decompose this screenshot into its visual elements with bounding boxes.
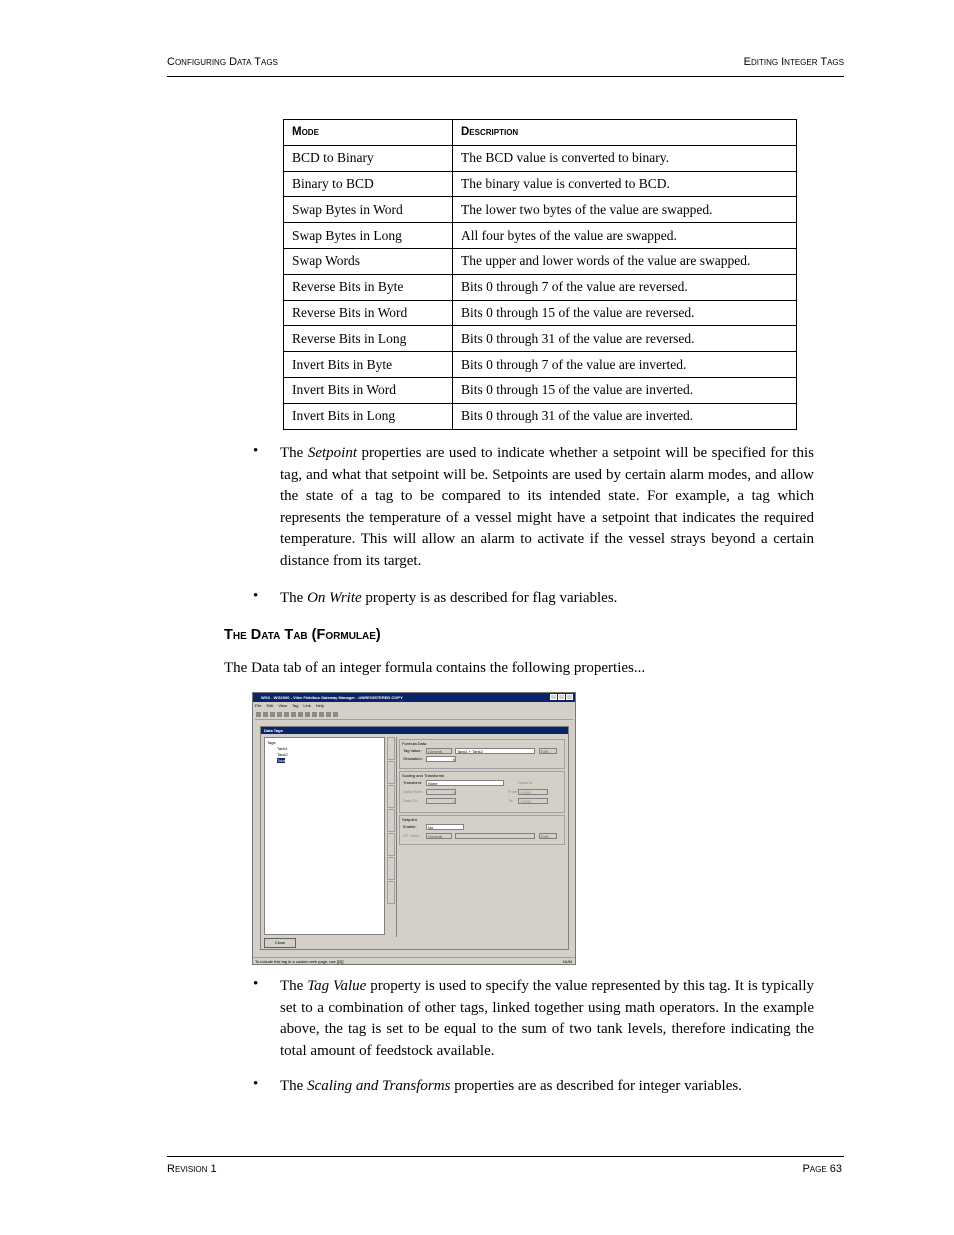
window-title-bar [253, 693, 575, 702]
scale-from-input[interactable]: +0000 [518, 789, 548, 795]
data-tags-dialog [260, 726, 569, 950]
delete-icon[interactable] [298, 712, 303, 717]
footer-left: Revision 1 [167, 1163, 217, 1175]
menu-bar [255, 703, 324, 709]
menu-help[interactable]: Help [315, 703, 324, 708]
mode-cell: Invert Bits in Long [284, 403, 453, 429]
description-cell: The binary value is converted to BCD. [453, 171, 797, 197]
edit-button[interactable]: Edit... [539, 748, 557, 754]
tree-item[interactable]: Tank2 [277, 752, 288, 757]
mode-cell: Invert Bits in Byte [284, 352, 453, 378]
new-icon[interactable] [256, 712, 261, 717]
bullet-icon: • [253, 1076, 259, 1092]
data-to-input[interactable]: 0 [426, 798, 456, 804]
scaling-paragraph: The Scaling and Transforms properties are as described for integer variables. [280, 1078, 742, 1094]
section-intro: The Data tab of an integer formula contains the following properties... [224, 660, 646, 676]
description-cell: Bits 0 through 31 of the value are reversed. [453, 326, 797, 352]
on-write-term: On Write [307, 590, 362, 606]
link-icon[interactable] [326, 712, 331, 717]
tag-value-term: Tag Value [307, 978, 367, 994]
copy-icon[interactable] [284, 712, 289, 717]
table-row [284, 145, 797, 171]
header-left: Configuring Data Tags [167, 56, 278, 68]
group-label: Setpoint [402, 817, 417, 822]
from-label: From: [508, 789, 519, 794]
menu-tag[interactable]: Tag [291, 703, 299, 708]
tree-root[interactable]: Tags [267, 740, 276, 745]
setpoint-group [399, 815, 565, 845]
table-row [284, 223, 797, 249]
description-cell: Bits 0 through 15 of the value are inverted. [453, 377, 797, 403]
minimize-icon[interactable] [550, 694, 557, 700]
simulation-label: Simulation: [403, 756, 423, 761]
tab-triggers[interactable] [387, 857, 395, 880]
mode-cell: Binary to BCD [284, 171, 453, 197]
tree-item[interactable]: Tank1 [277, 746, 288, 751]
bullet-icon: • [253, 443, 259, 459]
on-write-paragraph: The On Write property is as described for flag variables. [280, 590, 618, 606]
enable-select[interactable]: No [426, 824, 464, 830]
footer-rule [167, 1156, 844, 1157]
menu-view[interactable]: View [278, 703, 287, 708]
transform-label: Transform: [403, 780, 423, 785]
enable-label: Enable: [403, 824, 417, 829]
maximize-icon[interactable] [558, 694, 565, 700]
mode-cell: Reverse Bits in Byte [284, 274, 453, 300]
table-row [284, 326, 797, 352]
data-from-input[interactable]: 0 [426, 789, 456, 795]
table-row [284, 248, 797, 274]
sp-value-input[interactable] [455, 833, 535, 839]
undo-icon[interactable] [305, 712, 310, 717]
tag-value-input[interactable]: Tank1 + Tank2 [455, 748, 535, 754]
group-label: Scaling and Transforms [402, 773, 445, 778]
mode-cell: BCD to Binary [284, 145, 453, 171]
table-row [284, 197, 797, 223]
simulation-input[interactable]: 0 [426, 756, 456, 762]
table-row [284, 352, 797, 378]
dialog-title: Data Tags [261, 727, 568, 734]
mode-cell: Swap Words [284, 248, 453, 274]
description-cell: All four bytes of the value are swapped. [453, 223, 797, 249]
header-rule [167, 76, 844, 77]
status-bar [253, 957, 575, 964]
bullet-icon: • [253, 976, 259, 992]
status-num: NUM [562, 959, 572, 964]
tab-alarm-2[interactable] [387, 833, 395, 856]
table-row [284, 171, 797, 197]
sp-value-label: SP Value: [403, 833, 421, 838]
mode-cell: Reverse Bits in Word [284, 300, 453, 326]
scale-to-checkbox[interactable]: Scale to [518, 780, 533, 785]
transform-select[interactable]: None [426, 780, 504, 786]
column-header-description: Description [453, 120, 797, 146]
data-to-label: Data To: [403, 798, 418, 803]
setpoint-paragraph: The Setpoint properties are used to indicate whether a setpoint will be specified for this tag, and what that setpoint will be. Setpoints are used by certain alarm modes, and allow the state of a tag to be compared to its intended state. For example, a tag which represents the temperature of a vessel might have a setpoint that indicates the required temperature. This will allow an alarm to activate if the vessel strays beyond a certain distance from its target. [280, 445, 814, 569]
table-row [284, 403, 797, 429]
description-cell: The BCD value is converted to binary. [453, 145, 797, 171]
mode-table [283, 119, 797, 430]
tab-alarm-1[interactable] [387, 809, 395, 832]
header-right: Editing Integer Tags [743, 56, 844, 68]
scaling-group [399, 771, 565, 813]
save-icon[interactable] [270, 712, 275, 717]
open-icon[interactable] [263, 712, 268, 717]
toolbar [255, 710, 573, 720]
table-row [284, 300, 797, 326]
close-button[interactable]: Close [264, 938, 296, 948]
cut-icon[interactable] [277, 712, 282, 717]
mode-cell: Swap Bytes in Long [284, 223, 453, 249]
data-from-label: Data From: [403, 789, 424, 794]
description-cell: Bits 0 through 31 of the value are inverted. [453, 403, 797, 429]
description-cell: Bits 0 through 7 of the value are reversed. [453, 274, 797, 300]
scale-to-input[interactable]: +0000 [518, 798, 548, 804]
mode-cell: Reverse Bits in Long [284, 326, 453, 352]
vertical-tabs [387, 737, 397, 937]
description-cell: The lower two bytes of the value are swapped. [453, 197, 797, 223]
description-cell: Bits 0 through 15 of the value are reversed. [453, 300, 797, 326]
menu-file[interactable]: File [255, 703, 262, 708]
down-icon[interactable] [319, 712, 324, 717]
tab-colors[interactable] [387, 785, 395, 808]
mode-cell: Swap Bytes in Word [284, 197, 453, 223]
paste-icon[interactable] [291, 712, 296, 717]
description-cell: Bits 0 through 7 of the value are inverted. [453, 352, 797, 378]
column-header-mode: Mode [284, 120, 453, 146]
sp-edit-button[interactable]: Edit... [539, 833, 557, 839]
menu-link[interactable]: Link [303, 703, 311, 708]
bolt-icon[interactable] [333, 712, 338, 717]
table-header-row [284, 120, 797, 146]
formula-group [399, 739, 565, 769]
window-controls [550, 694, 573, 700]
menu-edit[interactable]: Edit [266, 703, 274, 708]
to-label: To: [508, 798, 514, 803]
tree-item-selected[interactable]: Total [277, 758, 286, 763]
status-text: To include this tag in a custom web page, use [[3]] [255, 959, 344, 964]
close-icon[interactable] [566, 694, 573, 700]
property-panel [399, 737, 564, 937]
section-heading: The Data Tab (Formulae) [224, 627, 381, 643]
tag-tree [264, 737, 385, 935]
tab-data[interactable] [387, 737, 395, 760]
page-number: Page 63 [802, 1163, 842, 1175]
mode-cell: Invert Bits in Word [284, 377, 453, 403]
tag-value-mode[interactable]: General [426, 748, 452, 754]
tag-value-paragraph: The Tag Value property is used to specify the value represented by this tag. It is typically set to a combination of other tags, linked together using math operators. In the example above, the tag is set to be equal to the sum of two tank levels, therefore indicating the total amount of feedstock available. [280, 978, 814, 1059]
sp-value-mode[interactable]: General [426, 833, 452, 839]
tab-format[interactable] [387, 761, 395, 784]
up-icon[interactable] [312, 712, 317, 717]
table-row [284, 274, 797, 300]
window-title: WG2 - WG2000 - Vilee Fieldbus Gateway Manager - UNREGISTERED COPY [261, 695, 403, 700]
app-screenshot [252, 692, 576, 965]
scaling-term: Scaling and Transforms [307, 1078, 451, 1094]
bullet-icon: • [253, 588, 259, 604]
group-label: Formula Data [402, 741, 427, 746]
tag-value-label: Tag Value: [403, 748, 422, 753]
description-cell: The upper and lower words of the value are swapped. [453, 248, 797, 274]
setpoint-term: Setpoint [307, 445, 358, 461]
table-row [284, 377, 797, 403]
tab-comment[interactable] [387, 881, 395, 904]
